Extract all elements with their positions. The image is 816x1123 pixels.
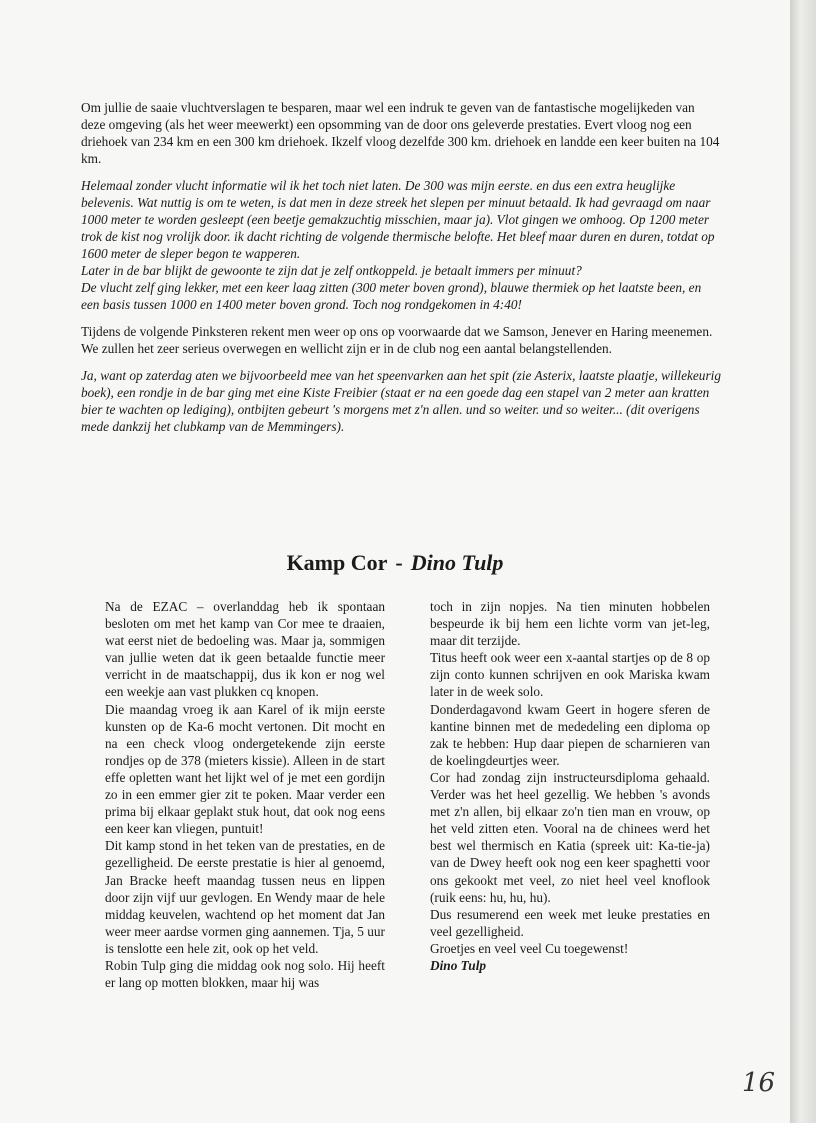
right-paragraph: toch in zijn nopjes. Na tien minuten hobbelen bespeurde ik bij hem een lichte vorm van jet-leg, maar dit terzijde. <box>430 599 710 649</box>
left-paragraph: Dit kamp stond in het teken van de prestaties, en de gezelligheid. De eerste prestatie is hier al genoemd, Jan Bracke heeft maandag tussen neus en lippen door zijn vijf uur gevlogen. En Wendy maar de hele middag keuvelen, wachtend op het moment dat Jan weer meer aardse vormen ging aannemen. Tja, 5 uur is tenslotte een hele zit, ook op het veld. <box>105 838 385 956</box>
article-column-right <box>430 598 710 974</box>
page-edge <box>790 0 816 1123</box>
left-paragraph: Robin Tulp ging die middag ook nog solo. Hij heeft er lang op motten blokken, maar hij was <box>105 957 385 991</box>
right-paragraph: Groetjes en veel veel Cu toegewenst! <box>430 940 629 956</box>
title-dash: - <box>395 550 403 575</box>
intro-paragraph-pinksteren: Tijdens de volgende Pinksteren rekent men weer op ons op voorwaarde dat we Samson, Jenever en Haring meenemen. We zullen het zeer serieus overwegen en wellicht zijn er in de club nog een aantal belangstellenden. <box>81 324 713 356</box>
right-paragraph: Cor had zondag zijn instructeursdiploma gehaald. Verder was het heel gezellig. We hebben 's avonds met z'n allen, bij elkaar zo'n tien man en vrouw, op het veld zitten eten. Vooral na de chinees werd het best wel thermisch en Katia (spreek uit: Ka-tie-ja) van de Dwey heeft ook nog een keer spaghetti voor ons gekookt met veel, zo niet heel veel knoflook (ruik eens: hu, hu, hu). <box>430 769 710 905</box>
flight-info-line-2: Later in de bar blijkt de gewoonte te zijn dat je zelf ontkoppeld. je betaalt immers per minuut? <box>81 263 582 278</box>
page-number: 16 <box>742 1068 776 1098</box>
right-paragraph: Donderdagavond kwam Geert in hogere sferen de kantine binnen met de mededeling een diploma op zak te hebben: Hup daar piepen de scharnieren van de koelingdeurtjes weer. <box>430 701 710 768</box>
flight-info-line-1: Helemaal zonder vlucht informatie wil ik het toch niet laten. De 300 was mijn eerste. en dus een extra heuglijke belevenis. Wat nuttig is om te weten, is dat men in deze streek het slepen per minuut betaald. Ik had gevraagd om naar 1000 meter te worden gesleept (een beetje gemakzuchtig misschien, maar ja). Vlot gingen we omhoog. Op 1200 meter trok de kist nog vrolijk door. ik dacht richting de volgende thermische belofte. Het bleef maar duren en duren, totdat op 1600 meter de sleper begon te wapperen. <box>81 178 715 261</box>
left-paragraph: Die maandag vroeg ik aan Karel of ik mijn eerste kunsten op de Ka-6 mocht vertonen. Dit mocht en na een check vloog ondergetekende zijn eerste rondjes op de 378 (mieters kissie). Alleen in de start effe opletten want het lijkt wel of je met een gordijn zo in een emmer gier zit te poken. Maar verder een prima bij elkaar geplakt stuk hout, dat ook nog eens een keer kan vliegen, puntuit! <box>105 701 385 837</box>
intro-paragraph-performances: Om jullie de saaie vluchtverslagen te besparen, maar wel een indruk te geven van de fantastische mogelijkeden van deze omgeving (als het weer meewerkt) een opsomming van de door ons geleverde prestaties. Evert vloog nog een driehoek van 234 km en een 300 km driehoek. Ikzelf vloog dezelfde 300 km. driehoek en landde een keer buiten na 104 km. <box>81 100 720 166</box>
intro-paragraph-saturday: Ja, want op zaterdag aten we bijvoorbeeld mee van het speenvarken aan het spit (zie Asterix, laatste plaatje, willekeurig boek), een rondje in de bar ging met eine Kiste Freibier (staat er na een goede dag een stapel van 2 meter aan kratten bier te wachten op lediging), ontbijten gebeurt 's morgens met z'n allen. und so weiter. und so weiter... (dit overigens mede dankzij het clubkamp van de Memmingers). <box>81 368 721 434</box>
right-paragraph: Dus resumerend een week met leuke prestaties en veel gezelligheid. <box>430 906 710 939</box>
article-signature: Dino Tulp <box>430 957 487 973</box>
article-title <box>0 550 790 576</box>
intro-paragraph-flight-info <box>81 177 721 313</box>
article-column-left <box>105 598 385 991</box>
article-author: Dino Tulp <box>410 550 504 575</box>
left-paragraph: Na de EZAC – overlanddag heb ik spontaan besloten om met het kamp van Cor mee te draaien, wat eerst niet de bedoeling was. Maar ja, sommigen van jullie weten dat ik geen betaalde functie meer verricht in de maatschappij, dus ik kon er nog wel een weekje aan vast plukken cq knopen. <box>105 599 385 700</box>
right-paragraph: Titus heeft ook weer een x-aantal startjes op de 8 op zijn conto kunnen schrijven en ook Mariska kwam later in de week solo. <box>430 650 710 700</box>
flight-info-line-3: De vlucht zelf ging lekker, met een keer laag zitten (300 meter boven grond), blauwe thermiek op het laatste been, en een basis tussen 1000 en 1400 meter boven grond. Toch nog rondgekomen in 4:40! <box>81 280 702 312</box>
intro-section <box>81 99 721 445</box>
article-title-text: Kamp Cor <box>286 550 388 575</box>
